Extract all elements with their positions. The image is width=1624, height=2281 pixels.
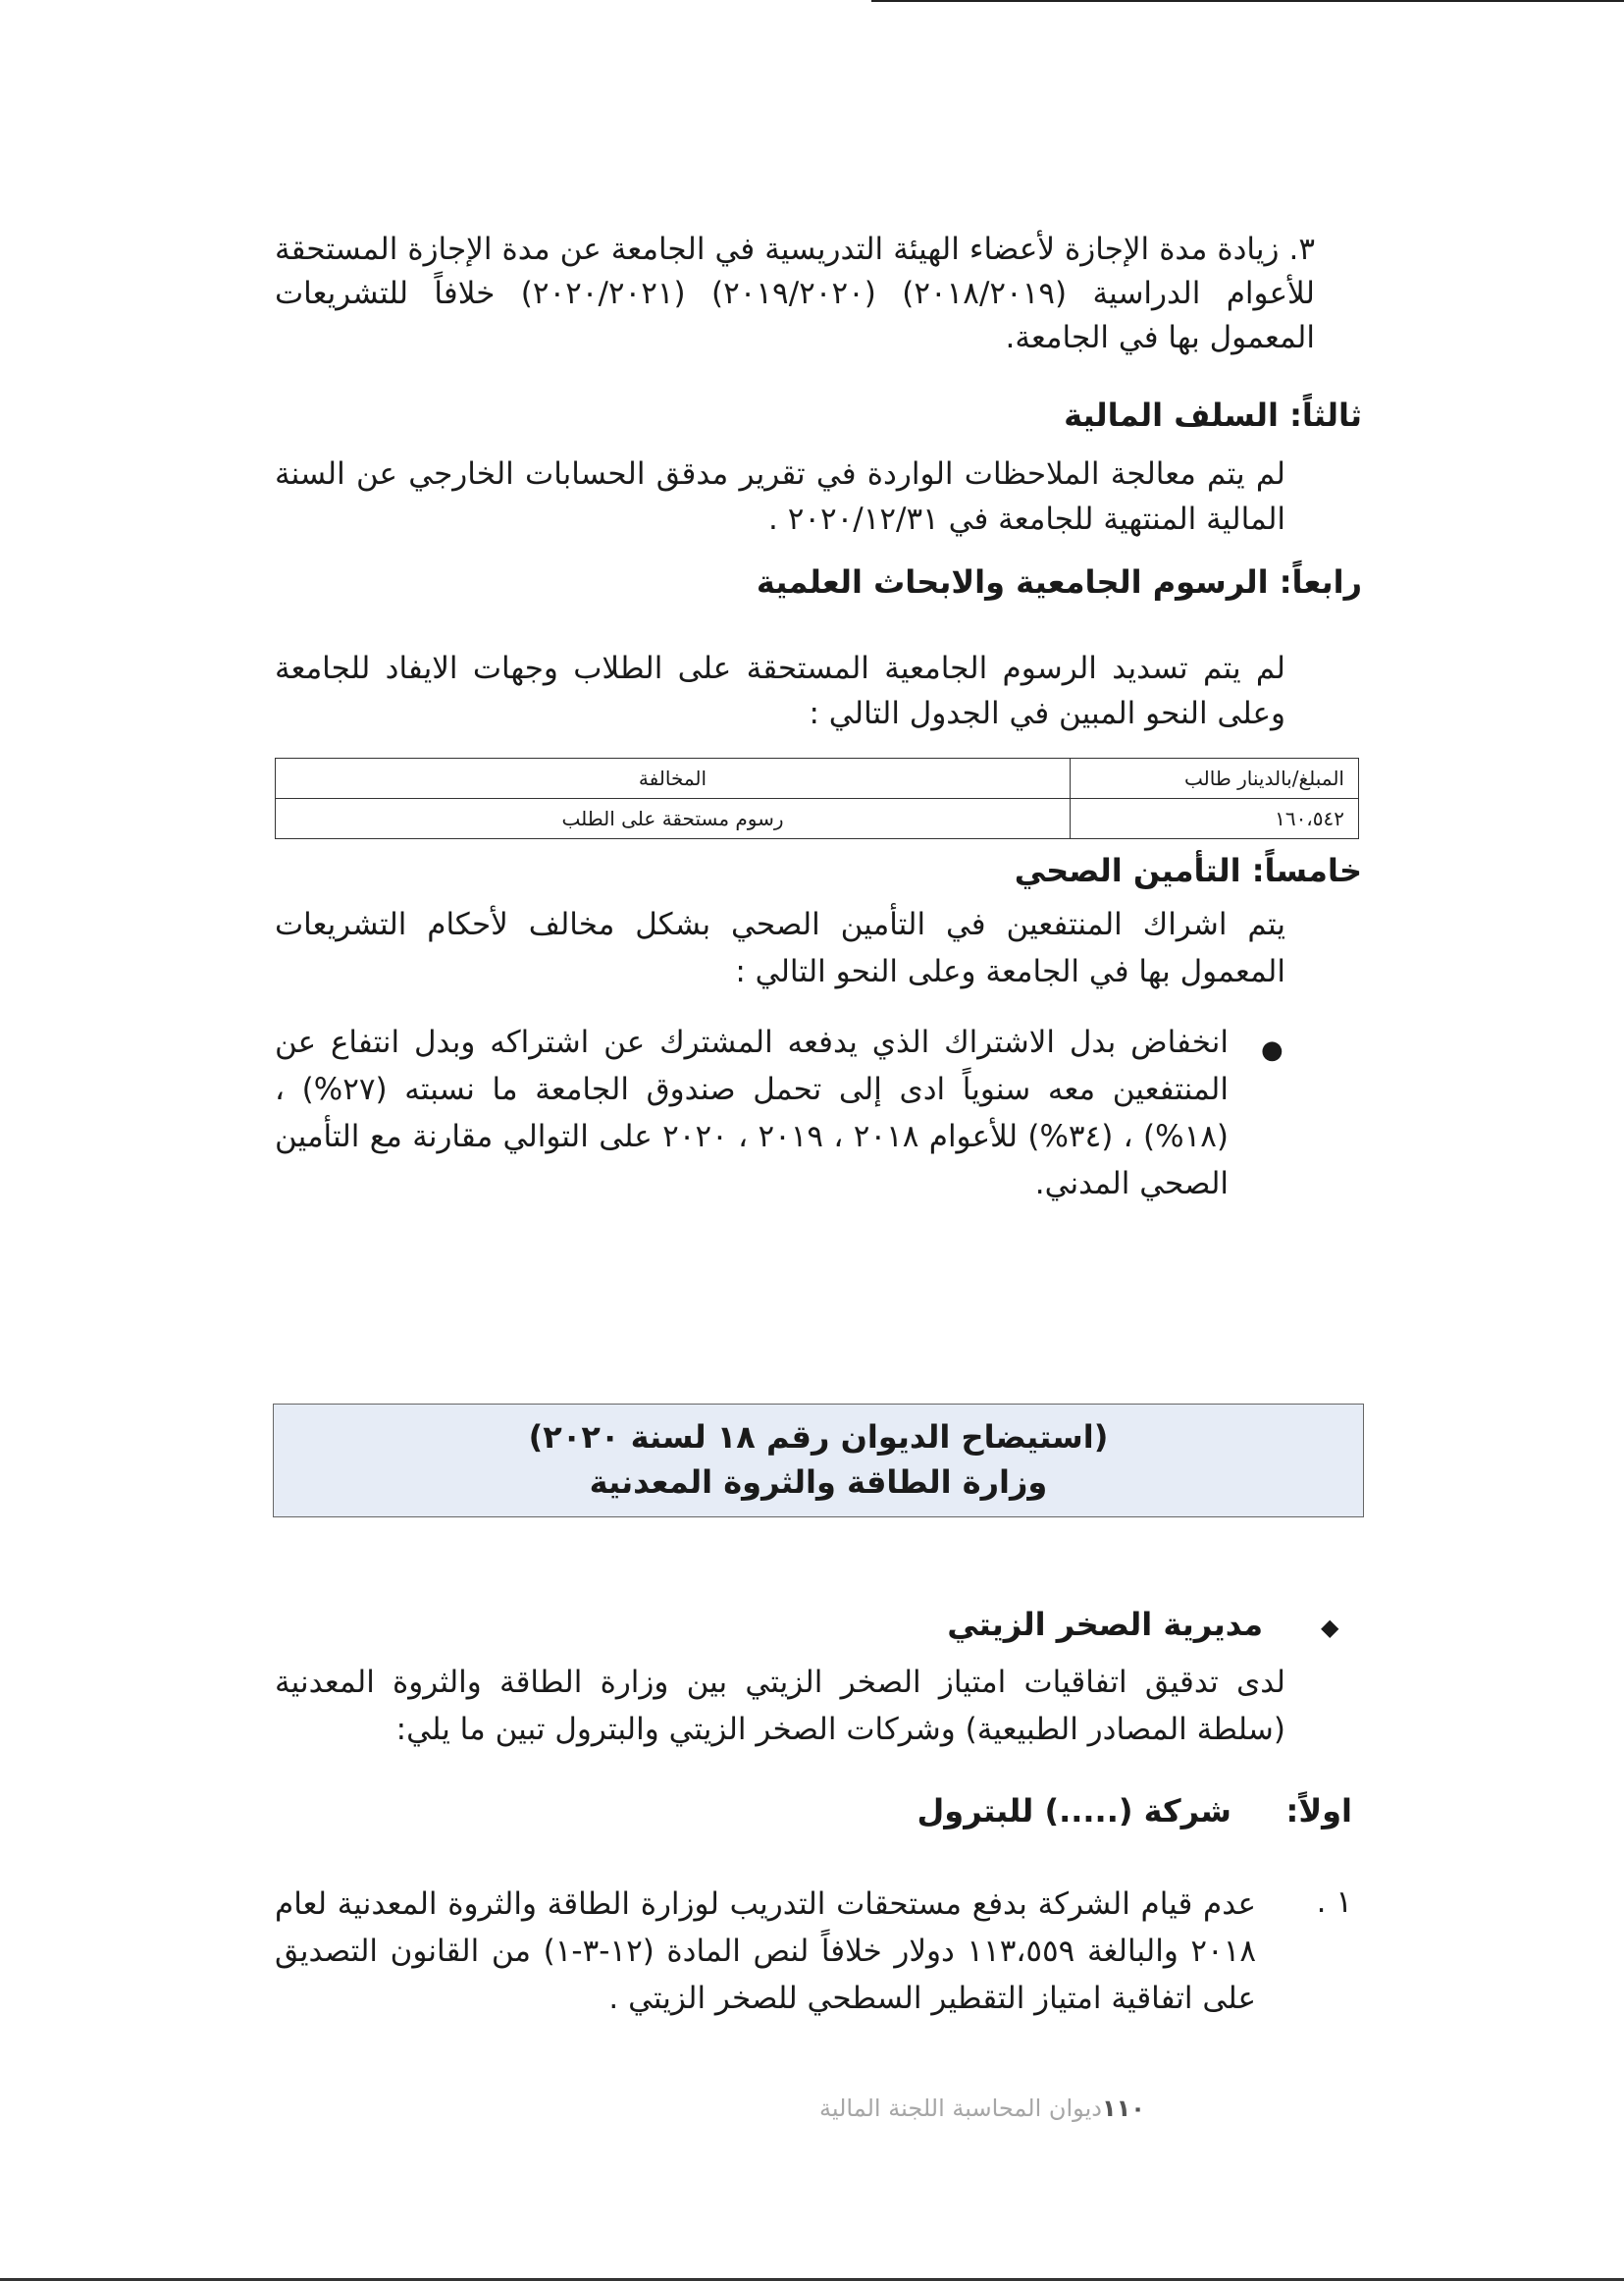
- third-heading: ثالثاً: السلف المالية: [1064, 397, 1362, 434]
- directorate-paragraph: لدى تدقيق اتفاقيات امتياز الصخر الزيتي بين وزارة الطاقة والثروة المعدنية (سلطة المصادر الطبيعية) وشركات الصخر الزيتي والبترول تبين ما يلي:: [275, 1665, 1285, 1747]
- banner-subtitle: وزارة الطاقة والثروة المعدنية: [589, 1463, 1048, 1501]
- fourth-paragraph: لم يتم تسديد الرسوم الجامعية المستحقة على الطلاب وجهات الايفاد للجامعة وعلى النحو المبين في الجدول التالي :: [275, 651, 1285, 731]
- company-name: شركة (.....) للبترول: [917, 1792, 1231, 1830]
- first-label: اولاً:: [1285, 1792, 1352, 1830]
- fifth-paragraph: يتم اشراك المنتفعين في التأمين الصحي بشكل مخالف لأحكام التشريعات المعمول بها في الجامعة وعلى النحو التالي :: [275, 907, 1285, 989]
- item-1-paragraph: عدم قيام الشركة بدفع مستحقات التدريب لوزارة الطاقة والثروة المعدنية لعام ٢٠١٨ والبالغة ١١٣،٥٥٩ دولار خلافاً لنص المادة (١٢-٣-١) من القانون التصديق على اتفاقية امتياز التقطير السطحي للصخر الزيتي .: [275, 1886, 1256, 2016]
- inquiry-banner: [273, 1404, 1364, 1517]
- diamond-bullet-icon: ◆: [1321, 1614, 1339, 1641]
- table-header-row: [276, 759, 1359, 799]
- bullet-dot-icon: ●: [1261, 1035, 1283, 1065]
- fourth-heading: رابعاً: الرسوم الجامعية والابحاث العلمية: [756, 563, 1362, 601]
- directorate-heading: مديرية الصخر الزيتي: [947, 1606, 1263, 1643]
- violation-cell: رسوم مستحقة على الطلب: [276, 799, 1071, 839]
- page-number: ١١٠: [1101, 2095, 1145, 2122]
- page-footer: [819, 2095, 1145, 2122]
- top-rule: [871, 0, 1624, 2]
- item-3-paragraph: ٣. زيادة مدة الإجازة لأعضاء الهيئة التدريسية في الجامعة عن مدة الإجازة المستحقة للأعوام الدراسية (٢٠١٨/٢٠١٩) (٢٠١٩/٢٠٢٠) (٢٠٢٠/٢٠٢١) خلافاً للتشريعات المعمول بها في الجامعة.: [275, 232, 1316, 355]
- banner-title: (استيضاح الديوان رقم ١٨ لسنة ٢٠٢٠): [528, 1418, 1109, 1456]
- violation-header: المخالفة: [276, 759, 1071, 799]
- third-paragraph: لم يتم معالجة الملاحظات الواردة في تقرير مدقق الحسابات الخارجي عن السنة المالية المنتهية للجامعة في ٢٠٢٠/١٢/٣١ .: [275, 456, 1285, 537]
- fifth-bullet-text: انخفاض بدل الاشتراك الذي يدفعه المشترك عن اشتراكه وبدل انتفاع عن المنتفعين معه سنوياً ادى إلى تحمل صندوق الجامعة ما نسبته (٢٧%) ، (١٨%) ، (٣٤%) للأعوام ٢٠١٨ ، ٢٠١٩ ، ٢٠٢٠ على التوالي مقارنة مع التأمين الصحي المدني.: [275, 1025, 1230, 1201]
- amount-cell: ١٦٠،٥٤٢: [1071, 799, 1359, 839]
- amount-header: المبلغ/بالدينار طالب: [1071, 759, 1359, 799]
- table-row: [276, 799, 1359, 839]
- footer-text: ديوان المحاسبة اللجنة المالية: [819, 2095, 1102, 2122]
- item-1-number: ١ .: [1316, 1884, 1352, 1920]
- fifth-heading: خامساً: التأمين الصحي: [1014, 852, 1362, 889]
- fees-table: [275, 758, 1359, 839]
